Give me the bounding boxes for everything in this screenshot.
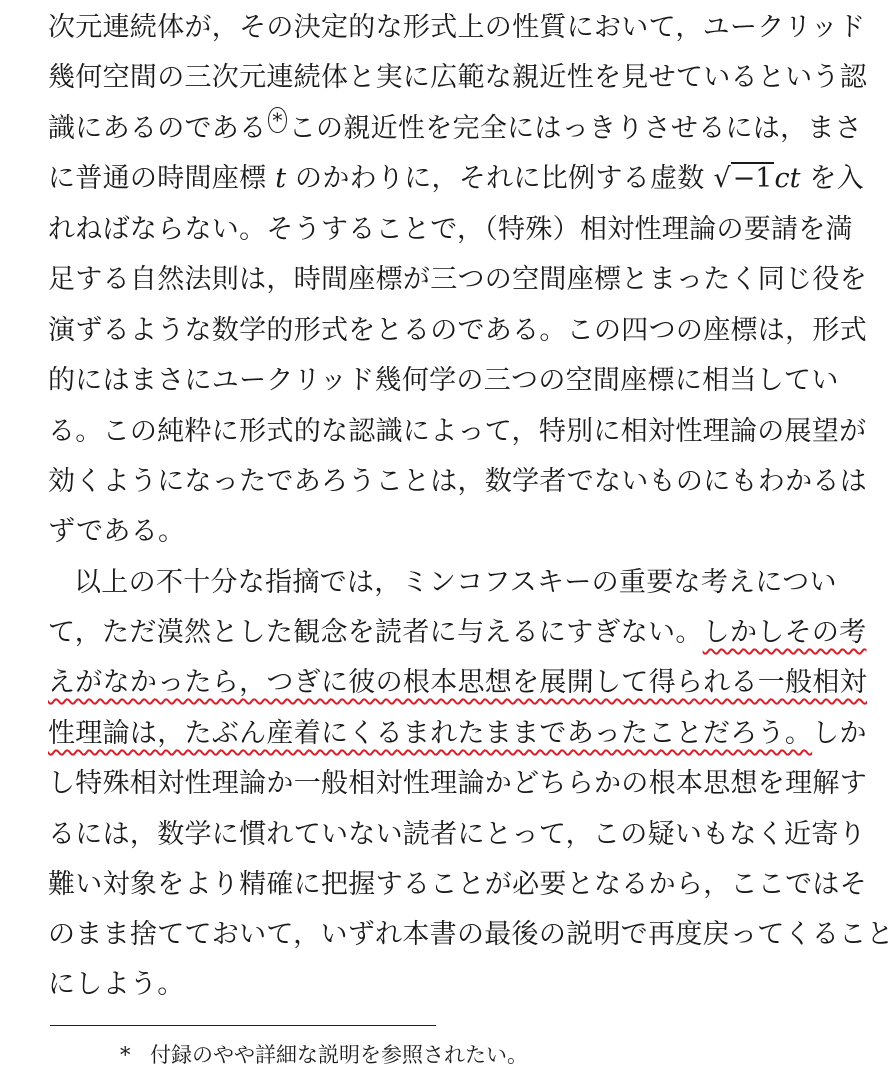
text-segment: に普通の時間座標 [48,163,267,194]
text-segment: を入 [809,163,864,194]
text-line-18: 難い対象をより精確に把握することが必要となるから，ここではそ [48,869,867,900]
math-variable-ct: ct [774,163,801,194]
wavy-underlined-text: 性理論は，たぶん産着にくるまれたままであったことだろう。 [48,718,813,749]
text-segment: 識にあるのである [48,113,267,144]
text-segment: のかわりに，それに比例する虚数 [295,163,705,194]
footnote [120,1038,528,1072]
text-line-4 [48,154,864,204]
text-line-20: にしよう。 [48,969,185,1000]
text-line-7: 演ずるような数学的形式をとるのである。この四つの座標は，形式 [48,315,867,346]
text-line-6: 足する自然法則は，時間座標が三つの空間座標とまったく同じ役を [48,264,867,295]
text-line-15 [48,709,867,759]
text-segment: この親近性を完全にはっきりさせるには，まさ [288,113,863,144]
text-line-17: るには，数学に慣れていない読者にとって，この疑いもなく近寄り [48,819,866,850]
text-line-13 [48,608,867,658]
imaginary-number-expression [713,163,800,194]
text-line-5: れねばならない。そうすることで，（特殊）相対性理論の要請を満 [48,214,853,245]
text-line-16: し特殊相対性理論か一般相対性理論かどちらかの根本思想を理解す [48,768,867,799]
circled-footnote-mark: * [268,107,286,133]
footnote-text: 付録のやや詳細な説明を参照されたい。 [150,1043,528,1067]
text-line-11: ずである。 [48,516,186,547]
math-variable-t: t [275,163,287,194]
text-segment: て，ただ漠然とした観念を読者に与えるにすぎない。 [48,617,703,648]
text-line-10: 効くようになったであろうことは，数学者でないものにもわかるは [48,466,867,497]
text-line-1: 次元連続体が，その決定的な形式上の性質において，ユークリッド [48,12,866,43]
wavy-underlined-text: しかしその考 [702,617,867,648]
footnote-separator [50,1025,436,1026]
text-line-19: のまま捨てておいて，いずれ本書の最後の説明で再度戻ってくること [48,919,894,950]
text-line-2: 幾何空間の三次元連続体と実に広範な親近性を見せているという認 [48,62,867,93]
sqrt-argument: −1 [732,163,773,194]
wavy-underlined-text: えがなかったら，つぎに彼の根本思想を展開して得られる一般相対 [48,667,867,698]
text-line-3 [48,104,863,154]
text-line-12: 以上の不十分な指摘では，ミンコフスキーの重要な考えについ [74,567,837,598]
radical-sign-icon: √ [713,163,731,194]
text-line-9: る。この純粋に形式的な認識によって，特別に相対性理論の展望が [48,416,867,447]
text-line-8: 的にはまさにユークリッド幾何学の三つの空間座標に相当してい [48,365,839,396]
text-segment: しか [812,718,867,749]
footnote-marker: * [120,1043,131,1067]
text-line-14 [48,658,867,708]
